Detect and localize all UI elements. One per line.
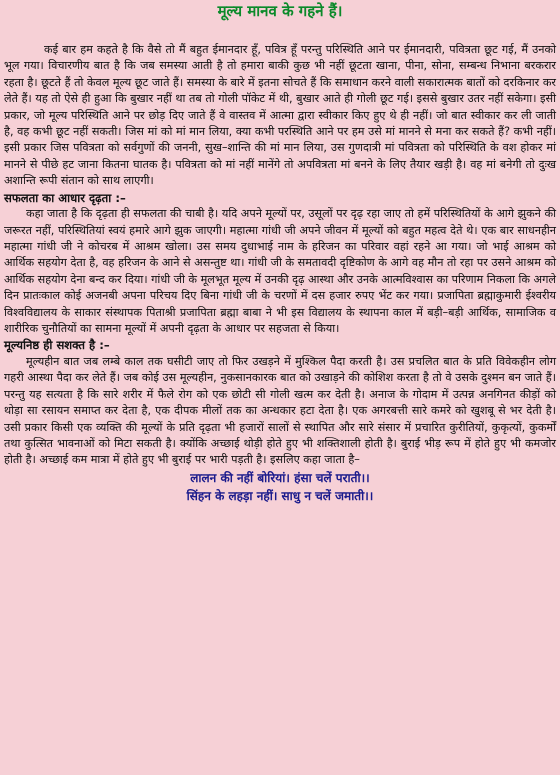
couplet-line-2: सिंहन के लहड़ा नहीं। साधु न चलें जमाती।। xyxy=(186,488,374,503)
section-heading-value-based: मूल्यनिष्ठ ही सशक्त है :– xyxy=(4,338,110,353)
couplet-line-1: लालन की नहीं बोरियां। हंसा चलें पराती।। xyxy=(190,470,370,485)
section-heading-success: सफलता का आधार दृढ़ता :– xyxy=(4,190,126,205)
paragraph-2: कहा जाता है कि दृढ़ता ही सफलता की चाबी है। यदि अपने मूल्यों पर, उसूलों पर दृढ़ रहा जाए तो हमें परिस्थितियों के आगे झुकने की जरूरत नहीं, परिस्थितियां स्वयं हमारे आगे झुक जाएगी। महात्मा गांधी जी अपने जीवन में मूल्यों को बहुत महत्व देते थे। एक बार साधनहीन महात्मा गांधी जी ने कोचरब में आश्रम खोला। उस समय दुधाभाई नाम के हरिजन का परिवार वहां रहने आ गया। जो भाई आश्रम को आर्थिक सहयोग देता है, वह हरिजन के आने से असन्तुष्ट था। गांधी जी के समतावदी दृष्टिकोण के आगे वह मौन तो रहा पर उसने आश्रम को आर्थिक सहयोग देना बन्द कर दिया। गांधी जी के मूलभूत मूल्य में उनकी दृढ़ आस्था और उनके आत्मविश्वास का परिणाम निकला कि अगले दिन प्रातःकाल कोई अजनबी अपना परिचय दिए बिना गांधी जी के चरणों में दस हजार रुपए भेंट कर गया। प्रजापिता ब्रह्माकुमारी ईश्वरीय विश्वविद्यालय के साकार संस्थापक पिताश्री प्रजापिता ब्रह्मा बाबा ने भी इस विद्यालय के स्थापना काल में बड़ी–बड़ी आर्थिक, सामाजिक व शारीरिक चुनौतियों का सामना मूल्यों में अपनी दृढ़ता के आधार पर सहजता से किया। xyxy=(4,207,556,335)
paragraph-3: मूल्यहीन बात जब लम्बे काल तक घसीटी जाए तो फिर उखड़ने में मुश्किल पैदा करती है। उस प्रचलित बात के प्रति विवेकहीन लोग गहरी आस्था पैदा कर लेते हैं। जब कोई उस मूल्यहीन, नुकसानकारक बात को उखाड़ने की कोशिश करता है तो वे उसके दुश्मन बन जाते हैं। परन्तु यह सत्यता है कि सारे शरीर में फैले रोग को एक छोटी सी गोली खत्म कर देती है। अनाज के गोदाम में उत्पन्न अनगिनत कीड़ों को थोड़ा सा रसायन समाप्त कर देता है, एक दीपक मीलों तक का अन्धकार हटा देता है। एक अगरबत्ती सारे कमरे को खुशबू से भर देती है। उसी प्रकार किसी एक व्यक्ति की मूल्यों के प्रति दृढ़ता भी हजारों सालों से स्थापित और सारे संसार में प्रचारित कुरीतियों, कुकृत्यों, कुकर्मों तथा कुत्सित भावनाओं को मिटा सकती है। क्योंकि अच्छाई थोड़ी होते हुए भी शक्तिशाली होती है। बुराई भीड़ रूप में होते हुए भी कमजोर होती है। अच्छाई कम मात्रा में होते हुए भी बुराई पर भारी पड़ती है। इसलिए कहा जाता है– xyxy=(4,354,556,467)
paragraph-1: कई बार हम कहते है कि वैसे तो मैं बहुत ईमानदार हूँ, पवित्र हूँ परन्तु परिस्थिति आने पर ईमानदारी, पवित्रता छूट गई, मैं उनको भूल गया। विचारणीय बात है कि जब समस्या आती है तो हमारा बाकी कुछ भी नहीं छूटता खाना, पीना, सोना, सम्बन्ध निभाना बरकरार रहता है। छूटते हैं तो केवल मूल्य छूट जाते हैं। समस्या के बारे में इतना सोचते हैं कि समाधान करने वाली सकारात्मक बातों को दरकिनार कर लेते हैं। यह तो ऐसे ही हुआ कि बुखार नहीं था तब तो गोली पॉकेट में थी, बुखार आते ही गोली छूट गई। इससे बुखार उतर नहीं सकेगा। इसी प्रकार, जो मूल्य परिस्थिति आने पर छोड़ दिए जाते हैं वे वास्तव में आत्मा द्वारा स्वीकार किए हुए थे ही नहीं। जो बात स्वीकार कर ली जाती है, वह कभी छूट नहीं सकती। जिस मां को मां मान लिया, क्या कभी परस्थिति आने पर हम उसे मां मानने से मना कर सकते हैं? कभी नहीं। इसी प्रकार जिस पवित्रता को सर्वगुणों की जननी, सुख–शान्ति की मां मान लिया, उस गुणदात्री मां पवित्रता को परिस्थिति के वश होकर मां मानने से पीछे हट जाना कितना घातक है। पवित्रता को मां नहीं मानेंगे तो अपवित्रता मां बनने के लिए तैयार खड़ी है। वह मां बनेगी तो दुःख अशान्ति रूपी संतान को साथ लाएगी। xyxy=(4,43,556,188)
page-title: मूल्य मानव के गहने हैं। xyxy=(217,2,343,20)
